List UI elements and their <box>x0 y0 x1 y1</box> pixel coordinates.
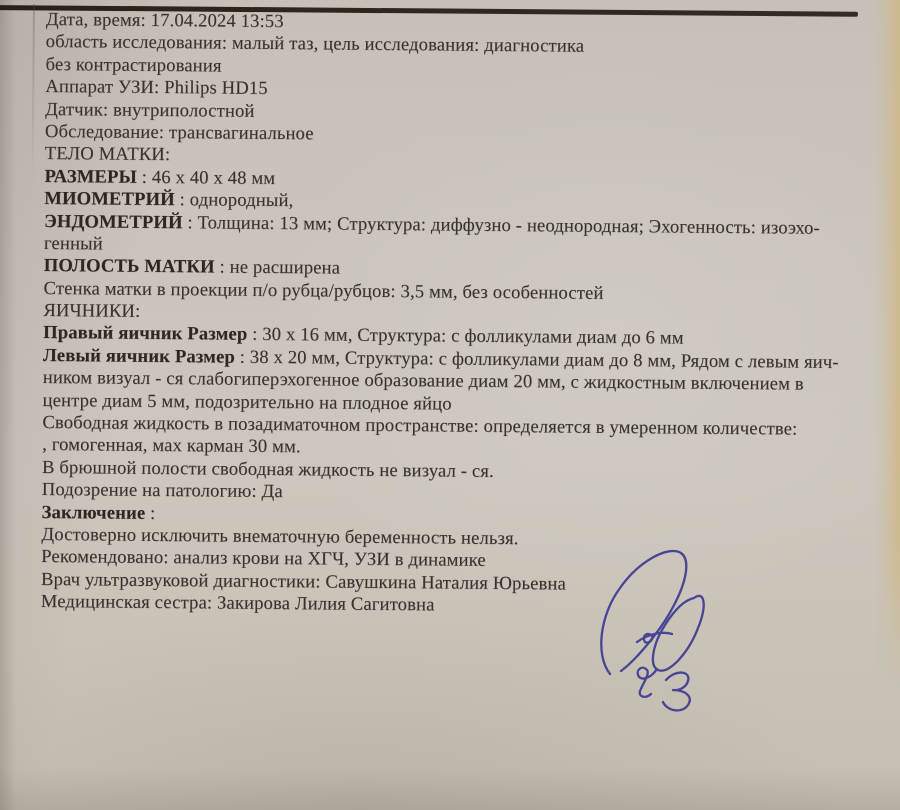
report-text: ЯИЧНИКИ: <box>43 300 141 322</box>
signature-ink <box>593 543 725 729</box>
left-shadow-edge <box>0 0 16 810</box>
report-text: : однородный, <box>174 189 294 212</box>
report-text: Аппарат УЗИ: Philips HD15 <box>45 76 268 100</box>
report-text: Рекомендовано: анализ крови на ХГЧ, УЗИ в динамике <box>41 546 486 572</box>
report-text: : 38 х 20 мм, Структура: с фолликулами диам до 8 мм, Рядом с левым яич- <box>234 346 839 373</box>
report-text: : <box>145 502 156 524</box>
report-text: ТЕЛО МАТКИ: <box>44 143 171 166</box>
report-text-bold: Левый яичник Размер <box>42 344 235 368</box>
report-text: без контрастирования <box>45 53 222 77</box>
report-text: : Толщина: 13 мм; Структура: диффузно - неоднородная; Эхогенность: изоэхо- <box>182 211 820 239</box>
report-text: Дата, время: 17.04.2024 13:53 <box>45 9 284 33</box>
report-text-bold: Заключение <box>41 501 146 524</box>
signature-strokes <box>601 551 703 710</box>
report-text-bold: Правый яичник Размер <box>43 322 248 346</box>
report-text-bold: МИОМЕТРИЙ <box>44 188 175 211</box>
report-lines <box>41 9 876 621</box>
report-text: , гомогенная, мах карман 30 мм. <box>42 434 301 458</box>
report-text-bold: ПОЛОСТЬ МАТКИ <box>43 255 215 278</box>
report-text: область исследования: малый таз, цель исследования: диагностика <box>45 31 585 58</box>
report-text: Датчик: внутриполостной <box>45 98 255 122</box>
underlying-page-edge <box>31 4 35 184</box>
paper-right-edge <box>876 0 900 690</box>
report-text: : не расширена <box>214 256 341 279</box>
report-text: Обследование: трансвагинальное <box>44 120 314 145</box>
report-text: Достоверно исключить внематочную беременность нельзя. <box>41 523 519 550</box>
report-text: : 30 х 16 мм, Структура: с фолликулами диам до 6 мм <box>247 324 684 350</box>
report-text: Врач ультразвуковой диагностики: Савушкина Наталия Юрьевна <box>40 568 567 595</box>
photo-vignette <box>0 768 900 810</box>
report-text-bold: ЭНДОМЕТРИЙ <box>44 210 183 233</box>
report-text-bold: РАЗМЕРЫ <box>44 165 138 188</box>
report-text: центре диам 5 мм, подозрительно на плодное яйцо <box>42 389 452 415</box>
report-text: Свободная жидкость в позадиматочном пространстве: определяется в умеренном количестве: <box>42 412 798 440</box>
report-text: Подозрение на патологию: Да <box>41 479 283 503</box>
report-text: В брюшной полости свободная жидкость не визуал - ся. <box>41 456 494 482</box>
report-text: ником визуал - ся слабогиперэхогенное образование диам 20 мм, с жидкостным включением в <box>42 367 804 395</box>
report-text: Стенка матки в проекции п/о рубца/рубцов: 3,5 мм, без особенностей <box>43 277 604 304</box>
report-text: : 46 х 40 х 48 мм <box>136 166 276 189</box>
report-text: генный <box>43 232 103 255</box>
report-text: Медицинская сестра: Закирова Лилия Сагитовна <box>40 591 435 616</box>
